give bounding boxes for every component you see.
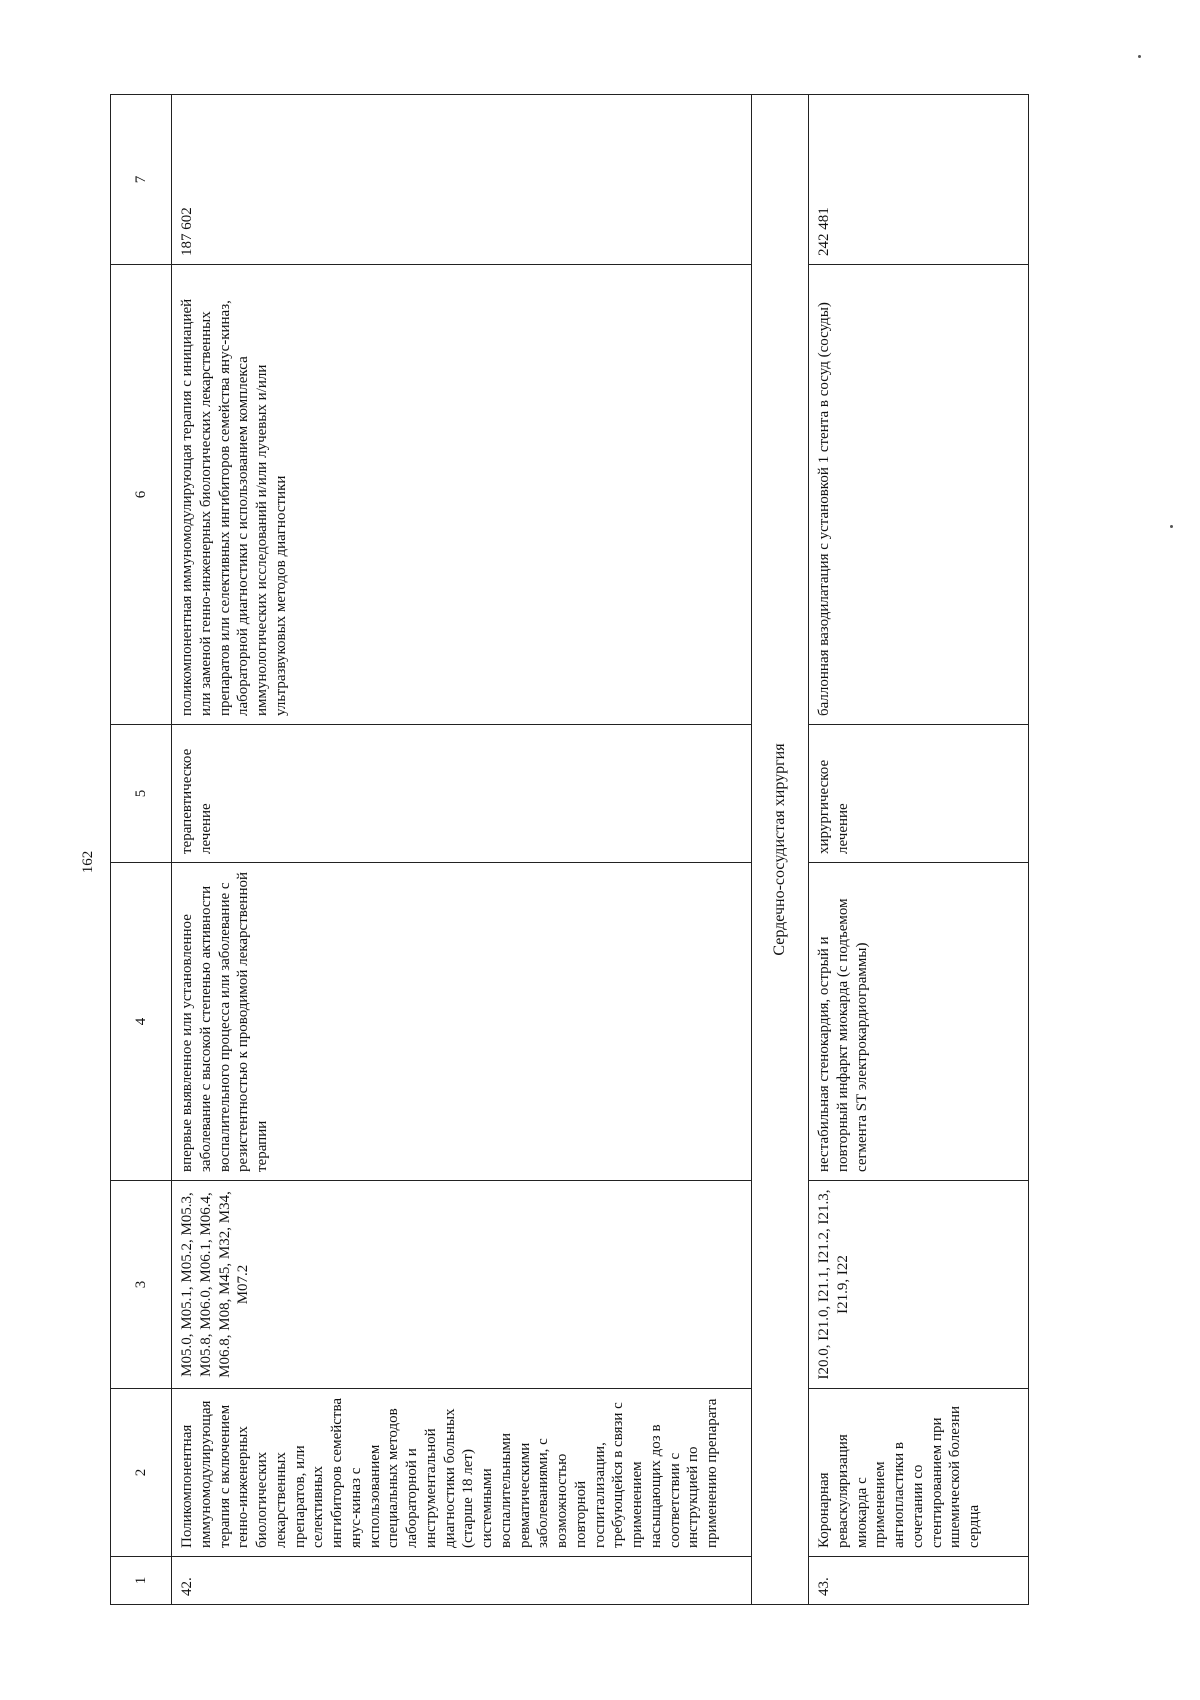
section-title: Сердечно-сосудистая хирургия: [752, 95, 809, 1605]
scan-speck: [1138, 55, 1141, 58]
row-cost: 187 602: [172, 95, 752, 265]
row-number: 42.: [172, 1557, 752, 1605]
col-header-6: 6: [111, 265, 172, 725]
col-header-7: 7: [111, 95, 172, 265]
page-number: 162: [80, 850, 96, 874]
header-row: [111, 95, 172, 1605]
col-header-5: 5: [111, 725, 172, 863]
table-row: [172, 95, 752, 1605]
col-header-2: 2: [111, 1389, 172, 1557]
row-name: Коронарная реваскуляризация миокарда с применением ангиопластики в сочетании со стентированием при ишемической болезни сердца: [809, 1389, 1029, 1557]
row-method: баллонная вазодилатация с установкой 1 стента в сосуд (сосуды): [809, 265, 1029, 725]
row-method: поликомпонентная иммуномодулирующая терапия с инициацией или заменой генно-инженерных биологических лекарственных препаратов или селективных ингибиторов семейства янус-киназ, лабораторной диагностики с использованием комплекса иммунологических исследований и/или лучевых и/или ультразвуковых методов диагностики: [172, 265, 752, 725]
col-header-4: 4: [111, 863, 172, 1181]
procedures-table: [110, 94, 1029, 1605]
row-type: хирургическое лечение: [809, 725, 1029, 863]
row-codes: M05.0, M05.1, M05.2, M05.3, M05.8, M06.0, M06.1, M06.4, M06.8, M08, M45, M32, M34, M07.2: [172, 1181, 752, 1389]
col-header-1: 1: [111, 1557, 172, 1605]
row-model: нестабильная стенокардия, острый и повторный инфаркт миокарда (с подъемом сегмента ST электрокардиограммы): [809, 863, 1029, 1181]
section-row: [752, 95, 809, 1605]
col-header-3: 3: [111, 1181, 172, 1389]
row-cost: 242 481: [809, 95, 1029, 265]
scan-speck: [1170, 525, 1173, 528]
table-row: [809, 95, 1029, 1605]
row-model: впервые выявленное или установленное заболевание с высокой степенью активности воспалительного процесса или заболевание с резистентностью к проводимой лекарственной терапии: [172, 863, 752, 1181]
document-sheet: [110, 95, 1070, 1605]
row-type: терапевтическое лечение: [172, 725, 752, 863]
row-number: 43.: [809, 1557, 1029, 1605]
row-name: Поликомпонентная иммуномодулирующая терапия с включением генно-инженерных биологических лекарственных препаратов, или селективных ингибиторов семейства янус-киназ с использованием специальных методов лабораторной и инструментальной диагностики больных (старше 18 лет) системными воспалительными ревматическими заболеваниями, с возможностью повторной госпитализации, требующейся в связи с применением насыщающих доз в соответствии с инструкцией по применению препарата: [172, 1389, 752, 1557]
row-codes: I20.0, I21.0, I21.1, I21.2, I21.3, I21.9, I22: [809, 1181, 1029, 1389]
